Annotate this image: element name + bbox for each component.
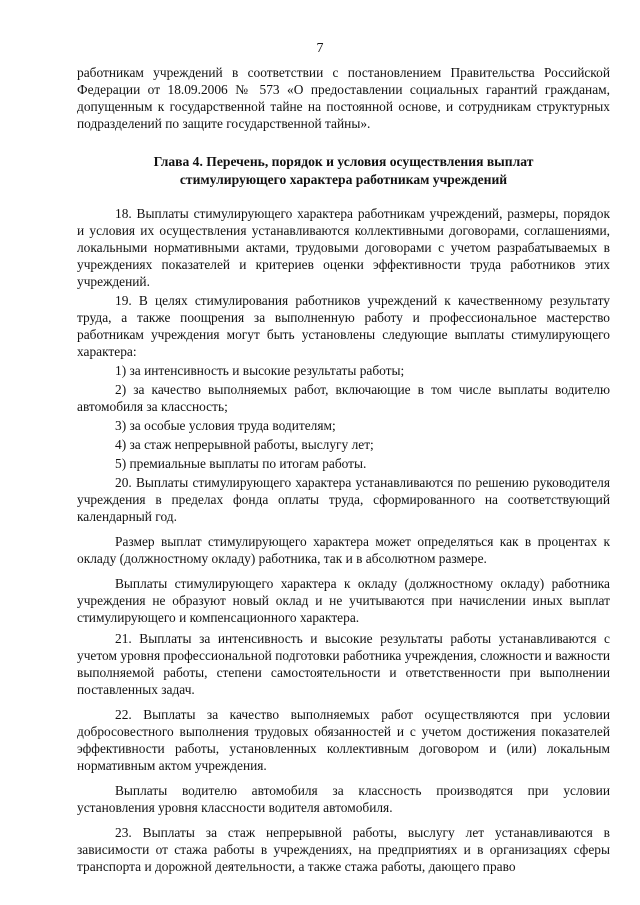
paragraph-payment-base: Выплаты стимулирующего характера к окладу (должностному окладу) работника учреждения не образуют новый оклад и не учитываются при начислении иных выплат стимулирующего и компенсационного характера.: [77, 576, 610, 625]
paragraph-19: 19. В целях стимулирования работников учреждений к качественному результату труда, а также поощрения за выполненную работу и профессиональное мастерство работникам учреждения могут быть установлены следующие выплаты стимулирующего характера:: [77, 293, 610, 359]
list-item-3: 3) за особые условия труда водителям;: [115, 418, 336, 433]
list-item-5: 5) премиальные выплаты по итогам работы.: [115, 456, 367, 471]
intro-paragraph: работникам учреждений в соответствии с постановлением Правительства Российской Федерации от 18.09.2006 № 573 «О предоставлении социальных гарантий гражданам, допущенным к государственной тайне на постоянной основе, и сотрудникам структурных подразделений по защите государственной тайны».: [77, 65, 610, 131]
list-item-2: 2) за качество выполняемых работ, включающие в том числе выплаты водителю автомобиля за классность;: [77, 382, 610, 414]
chapter-body: [77, 205, 610, 875]
paragraph-driver-class: Выплаты водителю автомобиля за классность производятся при условии установления уровня классности водителя автомобиля.: [77, 783, 610, 815]
paragraph-23: 23. Выплаты за стаж непрерывной работы, выслугу лет устанавливаются в зависимости от стажа работы в учреждениях, на предприятиях и в организациях сферы транспорта и дорожной деятельности, а также стажа работы, дающего право: [77, 825, 610, 874]
paragraph-18: 18. Выплаты стимулирующего характера работникам учреждений, размеры, порядок и условия их осуществления устанавливаются коллективными договорами, соглашениями, локальными нормативными актами, трудовыми договорами с учетом разрабатываемых в учреждениях показателей и критериев оценки эффективности труда работников этих учреждений.: [77, 206, 610, 289]
paragraph-21: 21. Выплаты за интенсивность и высокие результаты работы устанавливаются с учетом уровня профессиональной подготовки работника учреждения, сложности и важности выполняемой работы, степени самостоятельности и ответственности при выполнении поставленных задач.: [77, 631, 610, 697]
page-number: 7: [316, 41, 324, 56]
list-item-1: 1) за интенсивность и высокие результаты работы;: [115, 363, 405, 378]
paragraph-payment-size: Размер выплат стимулирующего характера может определяться как в процентах к окладу (должностному окладу) работника, так и в абсолютном размере.: [77, 534, 610, 566]
chapter-heading: [77, 153, 610, 189]
chapter-heading-line-1: Глава 4. Перечень, порядок и условия осуществления выплат: [153, 154, 534, 169]
list-item-4: 4) за стаж непрерывной работы, выслугу лет;: [115, 437, 374, 452]
paragraph-20: 20. Выплаты стимулирующего характера устанавливаются по решению руководителя учреждения в пределах фонда оплаты труда, сформированного на соответствующий календарный год.: [77, 475, 610, 524]
chapter-heading-line-2: стимулирующего характера работникам учреждений: [179, 172, 508, 187]
intro-block: [77, 64, 610, 132]
paragraph-22: 22. Выплаты за качество выполняемых работ осуществляются при условии добросовестного выполнения трудовых обязанностей и с учетом достижения показателей эффективности работы, установленных коллективным договором и (или) локальным нормативным актом учреждения.: [77, 707, 610, 773]
